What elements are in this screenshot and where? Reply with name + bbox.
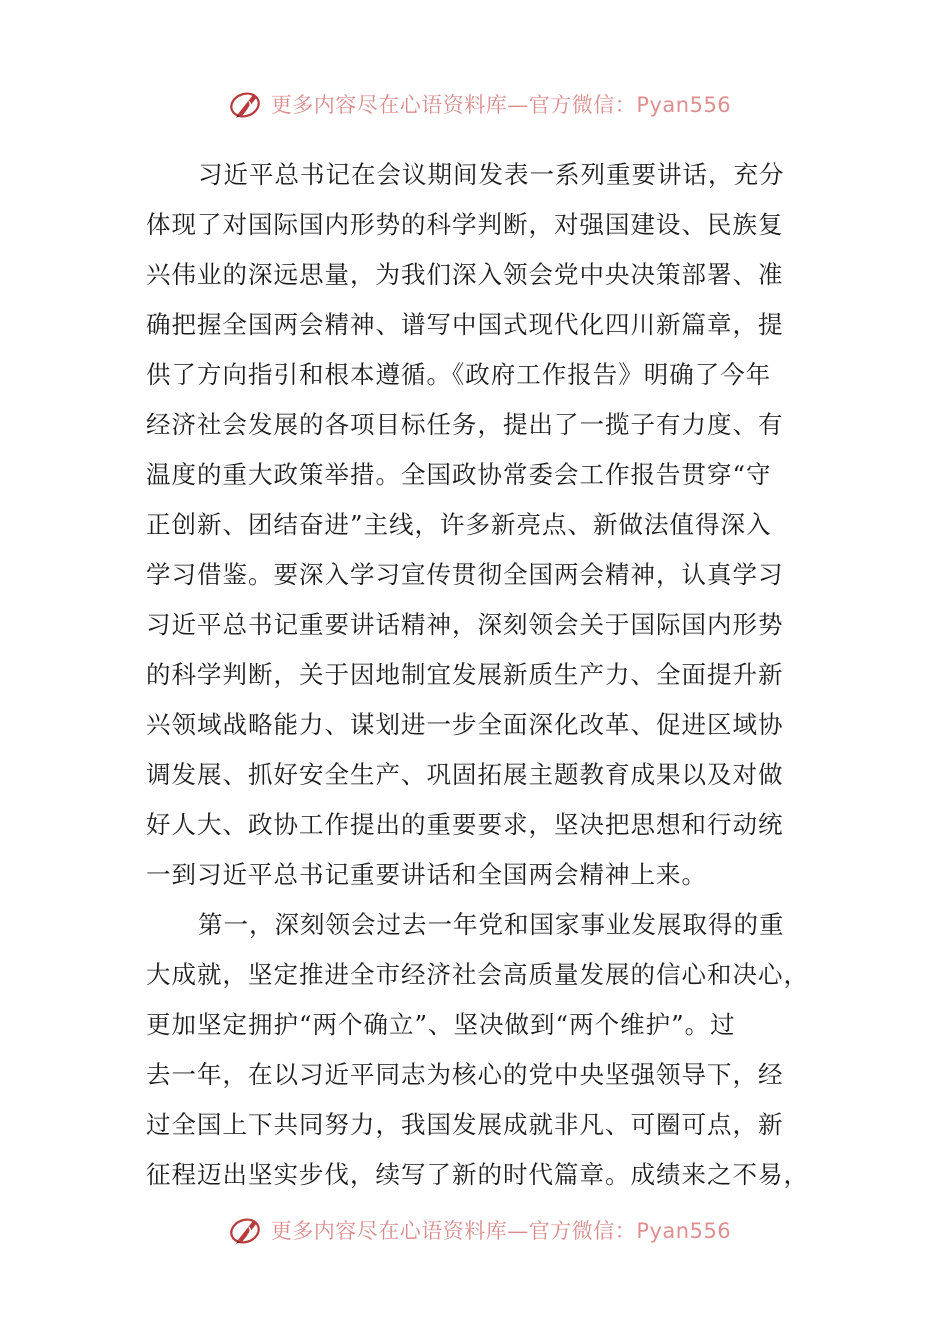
paragraph-line: 习近平总书记在会议期间发表一系列重要讲话，充分 xyxy=(198,160,785,189)
paragraph-line: 供了方向指引和根本遵循。《政府工作报告》明确了今年 xyxy=(146,360,772,389)
paragraph-line: 兴领域战略能力、谋划进一步全面深化改革、促进区域协 xyxy=(146,710,784,739)
pen-logo-icon xyxy=(229,1213,263,1247)
header-banner xyxy=(0,84,950,124)
paragraph-line: 正创新、团结奋进”主线，许多新亮点、新做法值得深入 xyxy=(146,510,772,539)
footer-banner-text xyxy=(271,1215,731,1245)
paragraph-line: 一到习近平总书记重要讲话和全国两会精神上来。 xyxy=(146,860,707,889)
footer-banner xyxy=(0,1210,950,1250)
paragraph-line: 去一年，在以习近平同志为核心的党中央坚强领导下，经 xyxy=(146,1060,784,1089)
header-wechat-id: Pyan556 xyxy=(636,93,732,117)
paragraph-line: 经济社会发展的各项目标任务，提出了一揽子有力度、有 xyxy=(146,410,784,439)
paragraph-line: 兴伟业的深远思量，为我们深入领会党中央决策部署、准 xyxy=(146,260,784,289)
paragraph-line: 第一，深刻领会过去一年党和国家事业发展取得的重 xyxy=(198,910,785,939)
footer-wechat-id: Pyan556 xyxy=(636,1219,732,1243)
footer-banner-inner xyxy=(229,1213,731,1247)
paragraph-line: 体现了对国际国内形势的科学判断，对强国建设、民族复 xyxy=(146,210,784,239)
paragraph-line: 更加坚定拥护“两个确立”、坚决做到“两个维护”。过 xyxy=(146,1010,736,1039)
paragraph-line: 调发展、抓好安全生产、巩固拓展主题教育成果以及对做 xyxy=(146,760,784,789)
paragraph-line: 学习借鉴。要深入学习宣传贯彻全国两会精神，认真学习 xyxy=(146,560,784,589)
paragraph-line: 过全国上下共同努力，我国发展成就非凡、可圈可点，新 xyxy=(146,1110,784,1139)
paragraph-line: 习近平总书记重要讲话精神，深刻领会关于国际国内形势 xyxy=(146,610,784,639)
header-banner-inner xyxy=(229,87,731,121)
footer-banner-label: 更多内容尽在心语资料库—官方微信： xyxy=(270,1219,637,1243)
header-banner-text xyxy=(271,89,731,119)
document-body xyxy=(146,150,809,1200)
paragraph-line: 温度的重大政策举措。全国政协常委会工作报告贯穿“守 xyxy=(146,460,772,489)
pen-logo-icon xyxy=(229,87,263,121)
paragraph-line: 征程迈出坚实步伐，续写了新的时代篇章。成绩来之不易， xyxy=(146,1160,809,1189)
paragraph-line: 确把握全国两会精神、谱写中国式现代化四川新篇章，提 xyxy=(146,310,784,339)
header-banner-label: 更多内容尽在心语资料库—官方微信： xyxy=(270,93,637,117)
paragraph-line: 好人大、政协工作提出的重要要求，坚决把思想和行动统 xyxy=(146,810,784,839)
paragraph-line: 大成就，坚定推进全市经济社会高质量发展的信心和决心， xyxy=(146,960,809,989)
paragraph-line: 的科学判断，关于因地制宜发展新质生产力、全面提升新 xyxy=(146,660,784,689)
